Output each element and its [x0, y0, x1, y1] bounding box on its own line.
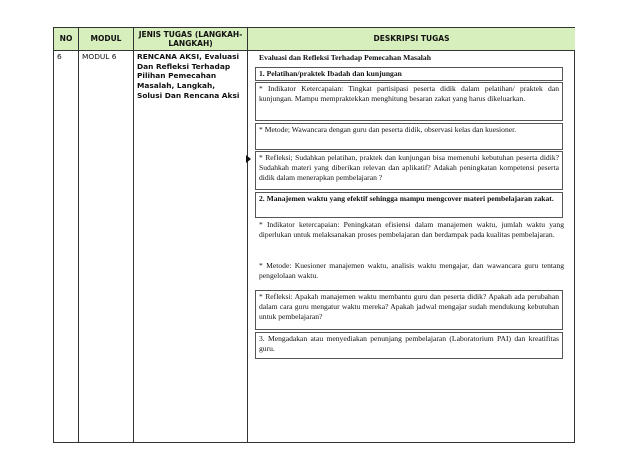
item-refleksi-2: * Refleksi: Apakah manajemen waktu membantu guru dan peserta didik? Apakah ada perubahan dalam cara guru mengatur waktu mereka? Apakah jadwal mengajar sudah mendukung kebutuhan untuk pembelajaran? — [255, 290, 563, 330]
item-metode-1: * Metode; Wawancara dengan guru dan peserta didik, observasi kelas dan kuesioner. — [255, 123, 563, 150]
row-number: 6 — [57, 52, 62, 61]
item-penunjang-heading: 3. Mengadakan atau menyediakan penunjang pembelajaran (Laboratorium PAI) dan kreatifitas guru. — [255, 332, 563, 359]
item-pelatihan-heading: 1. Pelatihan/praktek Ibadah dan kunjungan — [255, 67, 563, 81]
item-metode-2: * Metode: Kuesioner manajemen waktu, analisis waktu mengajar, dan wawancara guru tentang pengelolaan waktu. — [259, 261, 564, 281]
header-divider — [54, 50, 574, 51]
item-indikator-2: * Indikator ketercapaian: Peningkatan efisiensi dalam manajemen waktu, jumlah waktu yang diperlukan untuk melaksanakan proses pembelajaran dan berdampak pada kualitas pembelajaran. — [259, 220, 564, 240]
row-modul: MODUL 6 — [82, 52, 117, 61]
header-jenis-tugas: JENIS TUGAS (LANGKAH-LANGKAH) — [134, 28, 247, 50]
column-divider — [133, 28, 134, 442]
header-modul: MODUL — [79, 28, 133, 50]
item-manajemen-waktu-heading: 2. Manajemen waktu yang efektif sehingga mampu mengcover materi pembelajaran zakat. — [255, 192, 563, 218]
column-divider — [78, 28, 79, 442]
row-jenis-tugas: RENCANA AKSI, Evaluasi Dan Refleksi Terhadap Pilihan Pemecahan Masalah, Langkah, Solusi Dan Rencana Aksi — [137, 52, 240, 100]
header-deskripsi-tugas: DESKRIPSI TUGAS — [248, 28, 575, 50]
column-divider — [247, 28, 248, 442]
deskripsi-title: Evaluasi dan Refleksi Terhadap Pemecahan Masalah — [259, 53, 431, 62]
task-table — [53, 27, 575, 443]
bullet-marker-icon — [246, 155, 251, 163]
item-refleksi-1: * Refleksi; Sudahkan pelatihan, praktek dan kunjungan bisa memenuhi kebutuhan peserta didik? Sudahkah materi yang diberikan relevan dan aplikatif? Adakah peningkatan kompetensi peserta didik dalam menerapkan pembelajaran ? — [255, 151, 563, 190]
item-indikator-1: * Indikator Ketercapaian: Tingkat partisipasi peserta didik dalam pelatihan/ praktek dan kunjungan. Mampu mempraktekkan menghitung besaran zakat yang harus dikeluarkan. — [255, 82, 563, 121]
header-no: NO — [54, 28, 78, 50]
